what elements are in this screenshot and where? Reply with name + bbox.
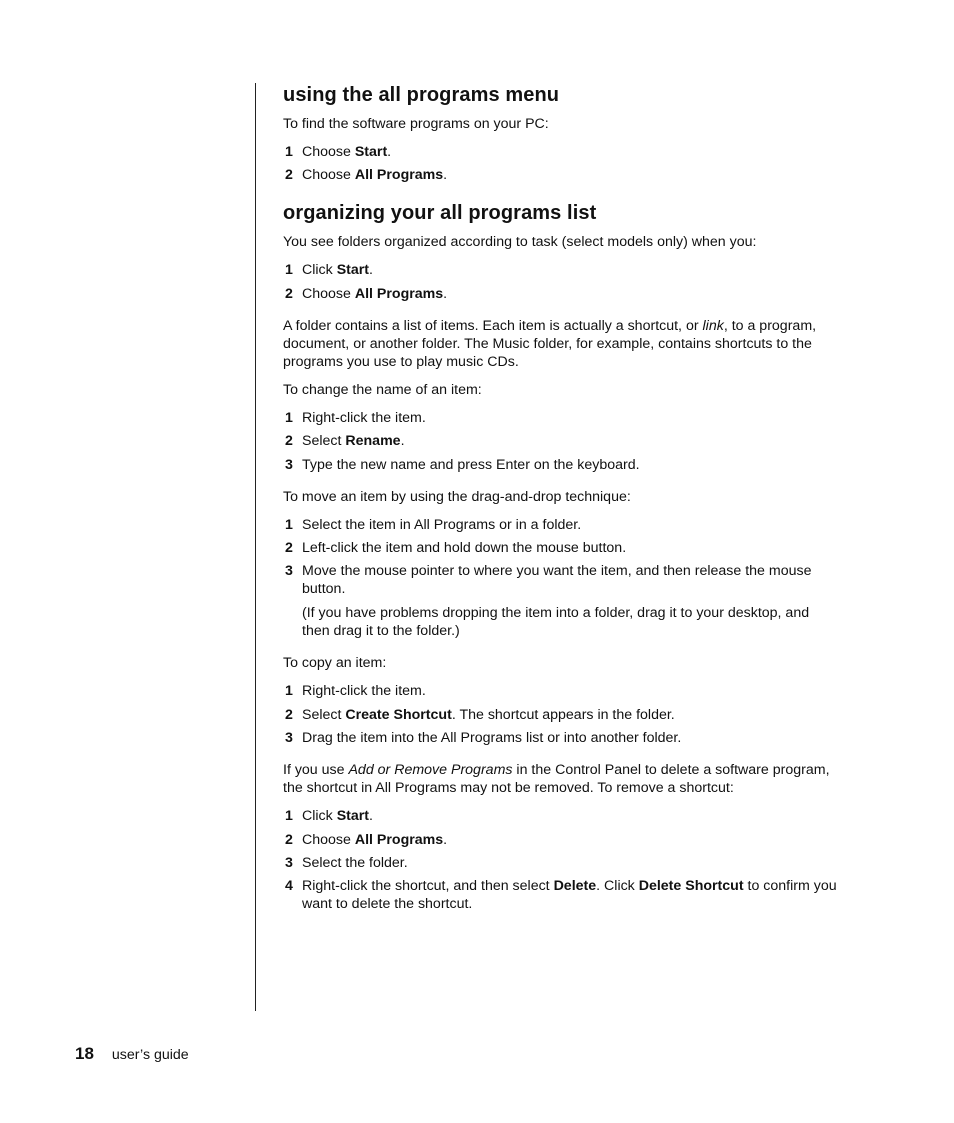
steps-copy	[283, 682, 839, 747]
folder-explanation	[283, 317, 839, 371]
step-text: Select	[302, 706, 346, 723]
step-text: .	[369, 808, 373, 825]
heading-organizing-list: organizing your all programs list	[283, 202, 597, 225]
step-text: Choose	[302, 285, 355, 302]
step-bold: Start	[354, 144, 388, 160]
list-item	[283, 261, 839, 279]
step-number: 2	[285, 706, 293, 723]
step-number: 2	[285, 167, 293, 184]
step-number: 1	[285, 262, 293, 279]
list-item	[283, 285, 839, 303]
list-item	[283, 706, 839, 724]
list-item	[283, 562, 839, 640]
step-text: Right-click the item.	[302, 683, 426, 700]
step-number: 2	[285, 285, 293, 302]
step-number: 2	[285, 433, 293, 450]
list-item	[283, 854, 839, 872]
step-text: .	[443, 167, 448, 184]
list-item	[283, 539, 839, 557]
para-italic: Add or Remove Programs	[348, 762, 513, 779]
margin-rule	[255, 83, 256, 1011]
para-italic: link	[702, 317, 724, 334]
step-text: Right-click the shortcut, and then select	[302, 878, 554, 895]
step-bold: Start	[336, 808, 370, 825]
list-item	[283, 516, 839, 534]
list-item	[283, 877, 839, 913]
step-text: Left-click the item and hold down the mouse button.	[302, 539, 627, 556]
list-item	[283, 456, 839, 474]
step-text: Click	[302, 808, 337, 825]
para-text: in the Control Panel to delete a software program, the shortcut in All Programs may not be removed. To remove a shortcut:	[283, 762, 830, 797]
list-item	[283, 166, 839, 184]
intro-rename: To change the name of an item:	[283, 381, 482, 398]
intro-folders: You see folders organized according to task (select models only) when you:	[283, 234, 757, 251]
step-text: Choose	[302, 167, 355, 184]
step-number: 1	[285, 144, 293, 160]
list-item	[283, 729, 839, 747]
step-bold: Delete Shortcut	[638, 878, 744, 895]
step-bold: All Programs	[354, 167, 444, 184]
step-number: 1	[285, 409, 293, 426]
steps-remove-shortcut	[283, 807, 839, 913]
step-number: 2	[285, 831, 293, 848]
steps-find-programs	[283, 143, 839, 184]
step-text: .	[400, 433, 405, 450]
intro-find-programs: To find the software programs on your PC:	[283, 116, 549, 132]
step-text: Right-click the item.	[302, 409, 426, 426]
step-text: Type the new name and press Enter on the keyboard.	[302, 456, 640, 473]
step-bold: Start	[336, 262, 370, 279]
intro-copy: To copy an item:	[283, 655, 387, 672]
para-text: A folder contains a list of items. Each item is actually a shortcut, or	[283, 317, 703, 334]
step-text: .	[369, 262, 373, 279]
step-bold: All Programs	[354, 285, 444, 302]
step-number: 3	[285, 563, 293, 580]
step-bold: Create Shortcut	[345, 706, 452, 723]
step-number: 1	[285, 808, 293, 825]
step-text: Click	[302, 262, 337, 279]
step-number: 3	[285, 854, 293, 871]
step-number: 3	[285, 456, 293, 473]
step-number: 3	[285, 730, 293, 747]
step-text: .	[443, 831, 448, 848]
steps-open-all-programs	[283, 261, 839, 302]
step-text: .	[387, 144, 392, 160]
intro-move: To move an item by using the drag-and-drop technique:	[283, 488, 631, 505]
list-item	[283, 682, 839, 700]
step-text: to confirm you want to delete the shortcut.	[302, 878, 837, 913]
remove-explanation	[283, 761, 839, 797]
step-text: Select	[302, 433, 346, 450]
list-item	[283, 807, 839, 825]
steps-rename	[283, 409, 839, 474]
step-number: 4	[285, 878, 293, 895]
para-text: If you use	[283, 762, 349, 779]
list-item	[283, 143, 839, 161]
list-item	[283, 409, 839, 427]
step-text: . The shortcut appears in the folder.	[451, 706, 675, 723]
step-text: Drag the item into the All Programs list or into another folder.	[302, 730, 682, 747]
list-item	[283, 831, 839, 849]
step-text: .	[443, 285, 448, 302]
step-number: 1	[285, 516, 293, 533]
step-bold: Delete	[553, 878, 597, 895]
para-text: , to a program, document, or another folder. The Music folder, for example, contains shortcuts to the programs you use to play music CDs.	[283, 317, 817, 370]
step-bold: All Programs	[354, 831, 444, 848]
step-text: Select the item in All Programs or in a folder.	[302, 516, 582, 533]
heading-all-programs-menu: using the all programs menu	[283, 84, 560, 106]
step-text: Choose	[302, 831, 355, 848]
page-footer	[75, 1043, 189, 1066]
footer-label: user’s guide	[111, 1047, 189, 1063]
page-content	[283, 82, 839, 927]
step-text: Select the folder.	[302, 854, 408, 871]
step-text: Move the mouse pointer to where you want the item, and then release the mouse button.	[302, 563, 812, 598]
step-number: 1	[285, 683, 293, 700]
step-text: . Click	[596, 878, 639, 895]
step-number: 2	[285, 539, 293, 556]
page-number: 18	[75, 1044, 94, 1063]
steps-move	[283, 516, 839, 641]
list-item	[283, 432, 839, 450]
step-bold: Rename	[345, 433, 401, 450]
step-note: (If you have problems dropping the item into a folder, drag it to your desktop, and then drag it to the folder.)	[302, 605, 810, 640]
step-text: Choose	[302, 144, 355, 160]
